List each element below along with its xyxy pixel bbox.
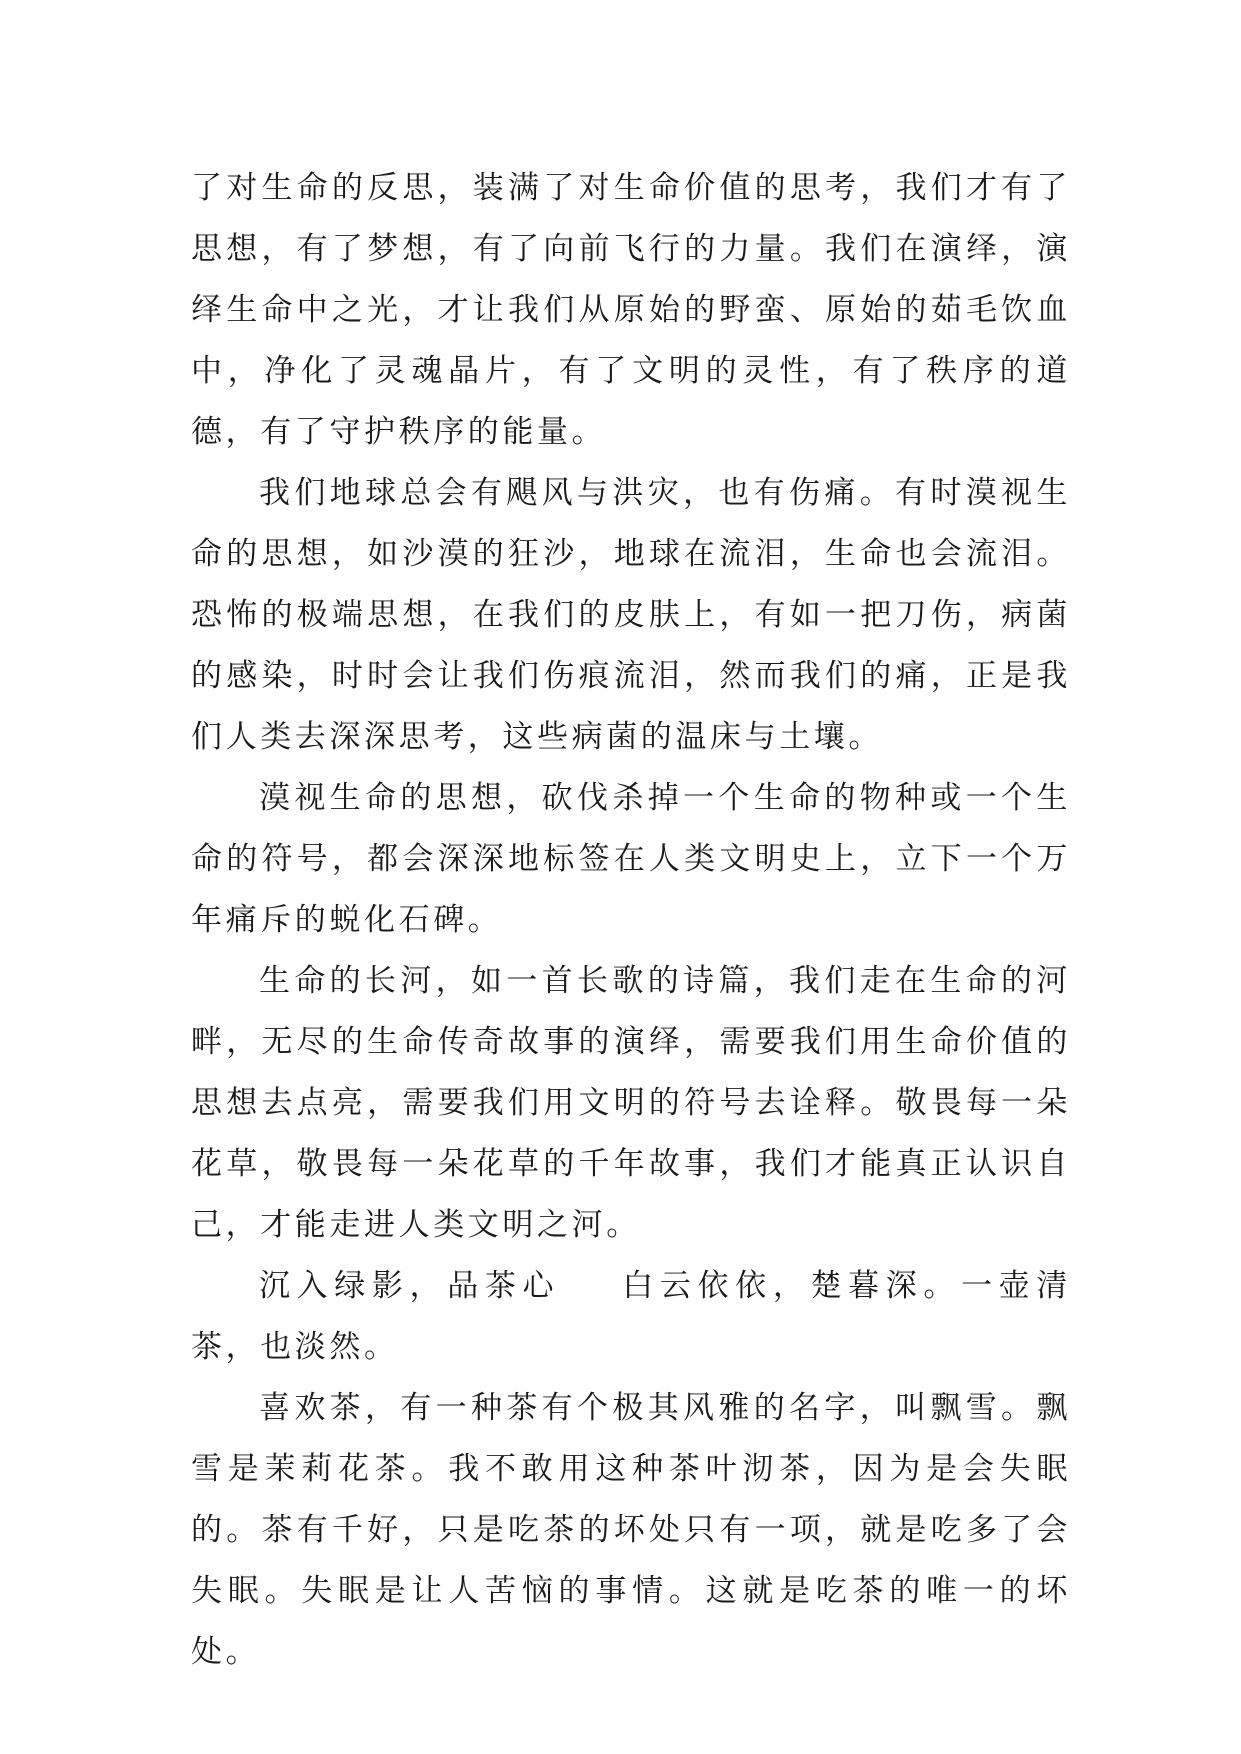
essay-title-line: [191, 1256, 1071, 1378]
paragraph-6: 喜欢茶，有一种茶有个极其风雅的名字，叫飘雪。飘雪是茉莉花茶。我不敢用这种茶叶沏茶，因为是会失眠的。茶有千好，只是吃茶的坏处只有一项，就是吃多了会失眠。失眠是让人苦恼的事情。这就是吃茶的唯一的坏处。: [191, 1390, 1071, 1670]
paragraph-4: 生命的长河，如一首长歌的诗篇，我们走在生命的河畔，无尽的生命传奇故事的演绎，需要我们用生命价值的思想去点亮，需要我们用文明的符号去诠释。敬畏每一朵花草，敬畏每一朵花草的千年故事，我们才能真正认识自己，才能走进人类文明之河。: [191, 963, 1071, 1243]
essay-title: 沉入绿影，品茶心: [259, 1268, 561, 1304]
paragraph-3: 漠视生命的思想，砍伐杀掉一个生命的物种或一个生命的符号，都会深深地标签在人类文明史上，立下一个万年痛斥的蜕化石碑。: [191, 780, 1071, 938]
paragraph-2: 我们地球总会有飓风与洪灾，也有伤痛。有时漠视生命的思想，如沙漠的狂沙，地球在流泪，生命也会流泪。恐怖的极端思想，在我们的皮肤上，有如一把刀伤，病菌的感染，时时会让我们伤痕流泪，然而我们的痛，正是我们人类去深深思考，这些病菌的温床与土壤。: [191, 475, 1071, 755]
essay-opening: 白云依依，楚暮深。一壶清茶，也淡然。: [191, 1268, 1071, 1365]
document-body: [191, 158, 1071, 1683]
paragraph-1: 了对生命的反思，装满了对生命价值的思考，我们才有了思想，有了梦想，有了向前飞行的力量。我们在演绎，演绎生命中之光，才让我们从原始的野蛮、原始的茹毛饮血中，净化了灵魂晶片，有了文明的灵性，有了秩序的道德，有了守护秩序的能量。: [191, 170, 1071, 450]
